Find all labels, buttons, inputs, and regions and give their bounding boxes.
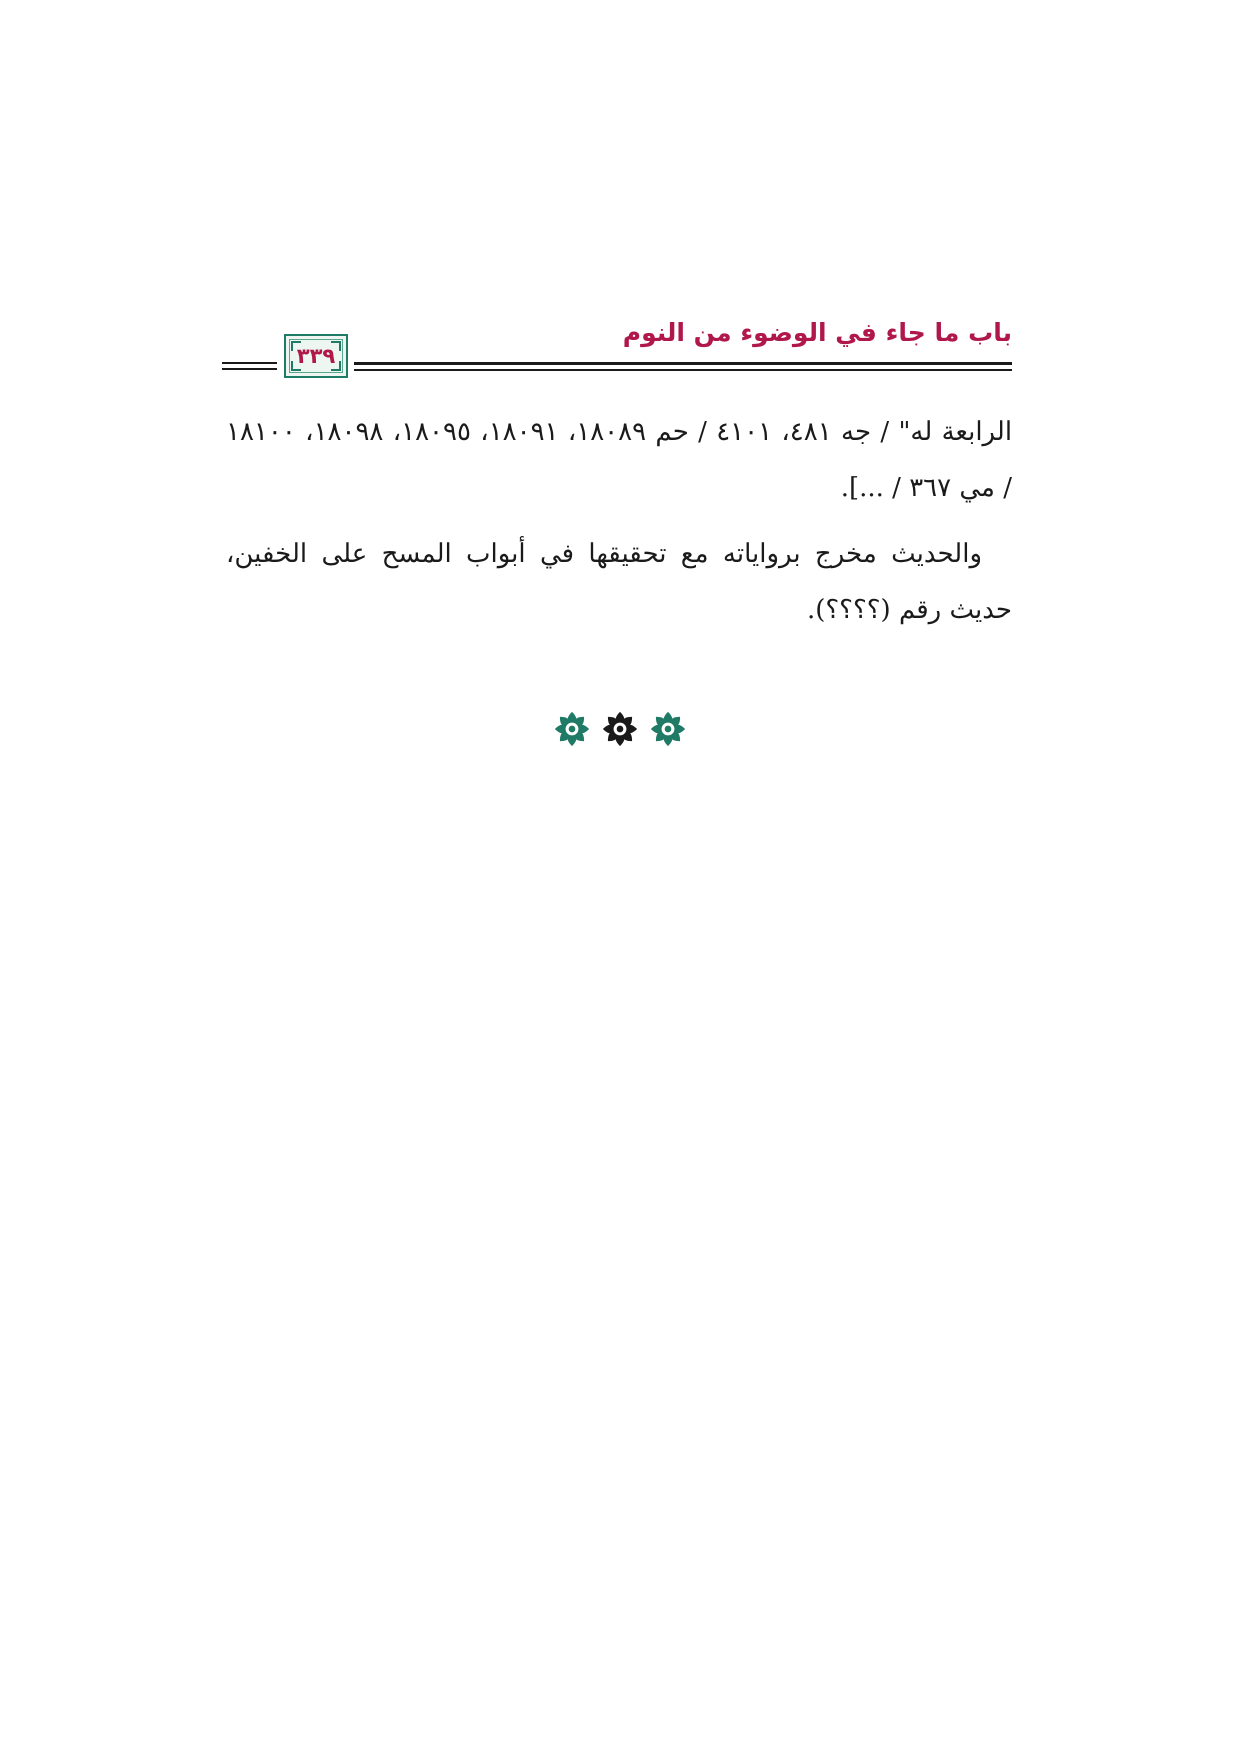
chapter-title: باب ما جاء في الوضوء من النوم bbox=[622, 318, 1012, 347]
rosette-icon bbox=[601, 710, 639, 748]
header-rule bbox=[222, 362, 277, 364]
paragraph-text: والحديث مخرج برواياته مع تحقيقها في أبواب المسح على الخفين، حديث رقم (؟؟؟؟). bbox=[226, 539, 1012, 625]
citation-paragraph bbox=[226, 404, 1012, 516]
page-number-frame bbox=[284, 334, 348, 378]
rosette-icon bbox=[649, 710, 687, 748]
header-rule bbox=[354, 369, 1012, 371]
header-rule bbox=[354, 362, 1012, 365]
note-paragraph bbox=[226, 526, 1012, 638]
section-end-ornaments bbox=[0, 710, 1240, 750]
running-header bbox=[222, 318, 1012, 388]
header-rule bbox=[222, 368, 277, 370]
rosette-icon bbox=[553, 710, 591, 748]
page-number: ٣٣٩ bbox=[296, 344, 336, 368]
paragraph-text: الرابعة له" / جه ٤٨١، ٤١٠١ / حم ١٨٠٨٩، ١٨٠٩١، ١٨٠٩٥، ١٨٠٩٨، ١٨١٠٠ / مي ٣٦٧ / ...]. bbox=[226, 417, 1013, 503]
